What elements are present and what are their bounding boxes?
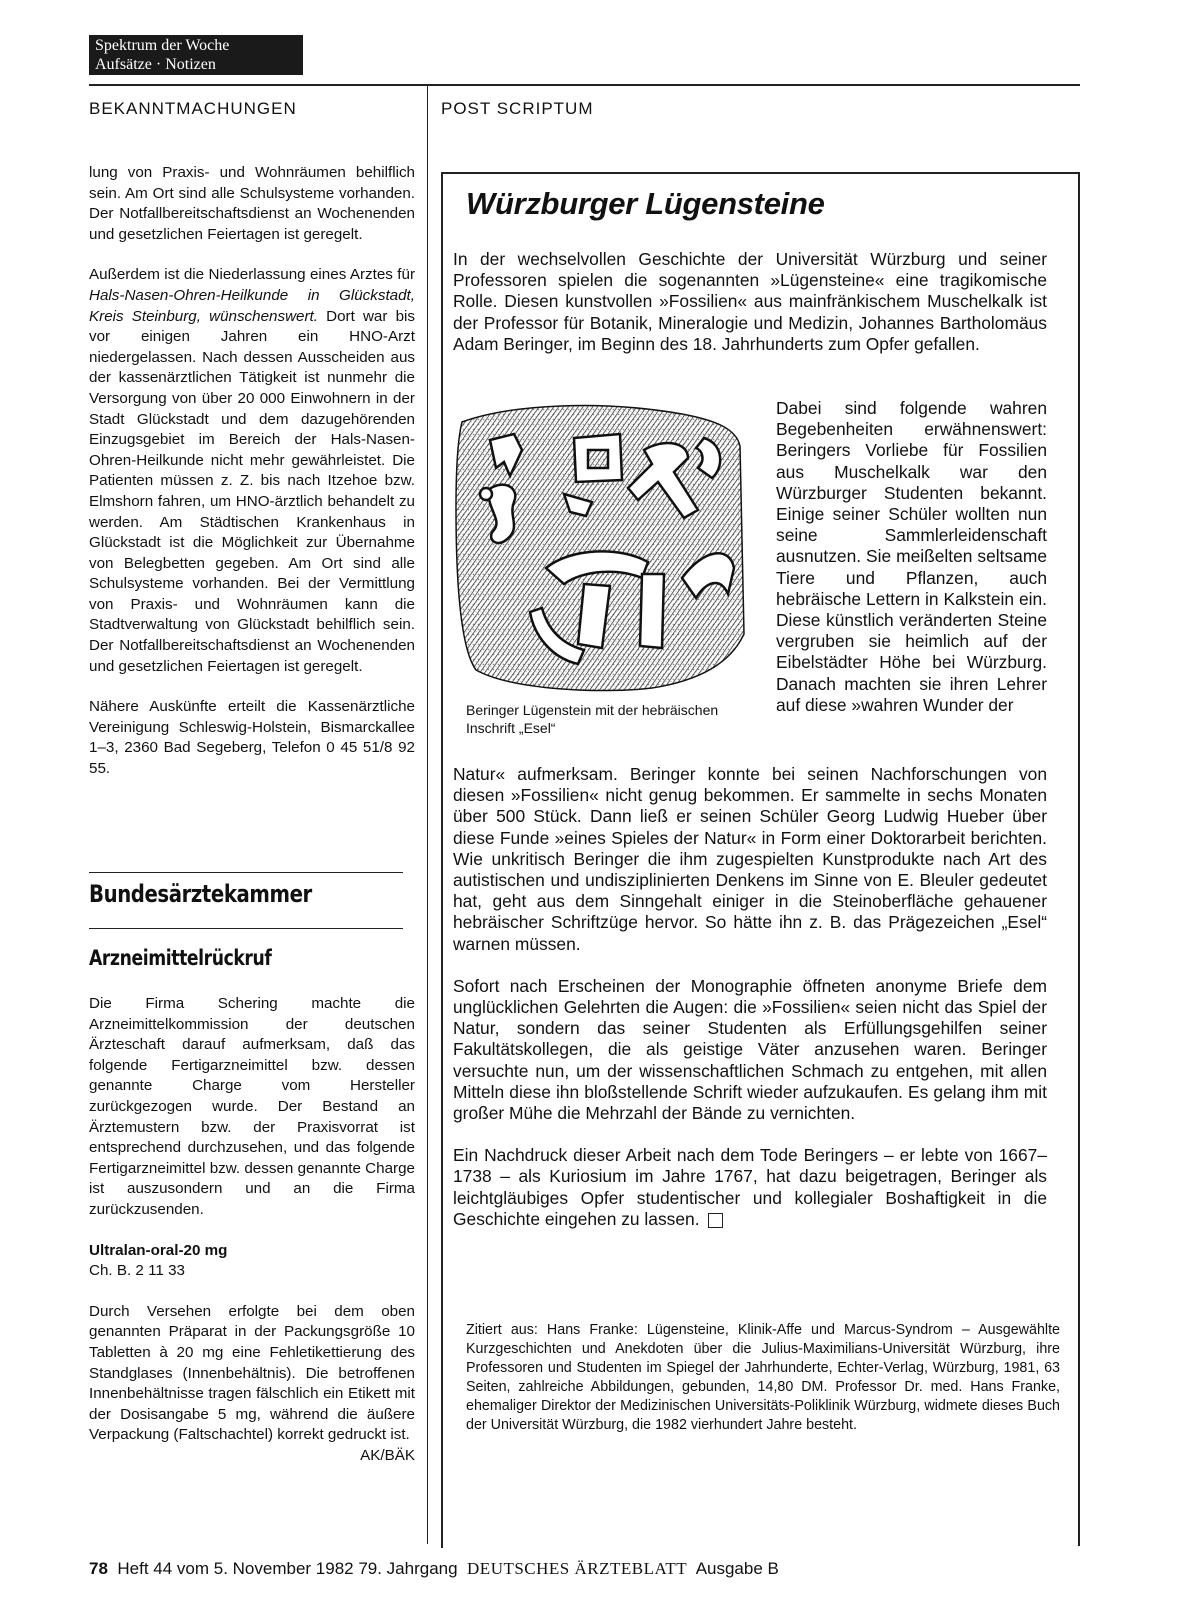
- paragraph: [89, 1302, 415, 1464]
- paragraph: lung von Praxis- und Wohnräumen behilflich sein. Am Ort sind alle Schulsysteme vorhanden. Der Notfallbereitschaftsdienst an Wochenenden und gesetzlichen Feiertagen ist geregelt.: [89, 164, 415, 243]
- paragraph: [453, 1145, 1047, 1230]
- drug-name: Ultralan-oral-20 mg: [89, 1241, 228, 1259]
- header-rule: [89, 84, 1080, 86]
- emphasis: Hals-Nasen-Ohren-Heilkunde in Glückstadt, Kreis Steinburg, wünschenswert.: [89, 286, 415, 325]
- image-caption: Beringer Lügenstein mit der hebräischen Inschrift „Esel“: [466, 702, 719, 736]
- left-column-lower: [89, 994, 415, 1466]
- article-frame-right: [1078, 172, 1080, 1546]
- paragraph-text: Durch Versehen erfolgte bei dem oben genannten Präparat in der Packungsgröße 10 Tabletten à 20 mg eine Fehletikettierung des Standglases (Innenbehältnis). Die betroffenen Innenbehältnisse tragen fälschlich ein Etikett mit der Dosisangabe 5 mg, während die äußere Verpackung (Faltschachtel) korrekt gedruckt ist.: [89, 1302, 415, 1444]
- left-section-label: BEKANNTMACHUNGEN: [89, 99, 297, 118]
- stone-image: [452, 398, 750, 696]
- article-title: Würzburger Lügensteine: [466, 186, 825, 221]
- article-citation: Zitiert aus: Hans Franke: Lügensteine, Klinik-Affe und Marcus-Syndrom – Ausgewählte Kurzgeschichten und Anekdoten über die Julius-Maximilians-Universität Würzburg, ihre Professoren und Studenten im Spiegel der Jahrhunderte, Echter-Verlag, Würzburg, 1981, 63 Seiten, zahlreiche Abbildungen, gebunden, 14,80 DM. Professor Dr. med. Hans Franke, ehemaliger Direktor der Medizinischen Universitäts-Poliklinik Würzburg, widmete dieses Buch der Universität Würzburg, die 1982 vierhundert Jahre besteht.: [466, 1322, 1060, 1433]
- column-separator: [427, 84, 428, 1544]
- heading-bundesaerztekammer: Bundesärztekammer: [89, 880, 312, 908]
- paragraph: Nähere Auskünfte erteilt die Kassenärztliche Vereinigung Schleswig-Holstein, Bismarckallee 1–3, 2360 Bad Segeberg, Telefon 0 45 51/8 92 55.: [89, 698, 415, 778]
- journal-name: DEUTSCHES ÄRZTEBLATT: [467, 1559, 688, 1578]
- issue-info: Heft 44 vom 5. November 1982 79. Jahrgang: [117, 1559, 458, 1578]
- paragraph-text: Dort war bis vor einigen Jahren ein HNO-Arzt niedergelassen. Nach dessen Ausscheiden aus der kassenärztlichen Tätigkeit ist nunmehr die Versorgung von über 20 000 Einwohnern in der Stadt Glückstadt und dem dazugehörenden Einzugsgebiet im Bereich der Hals-Nasen-Ohren-Heilkunde nicht mehr gewährleistet. Die Patienten müssen z. Z. bis nach Itzehoe bzw. Elmshorn fahren, um HNO-ärztlich behandelt zu werden. Am Städtischen Krankenhaus in Glückstadt ist die Möglichkeit zur Übernahme von Belegbetten gegeben. Am Ort sind alle Schulsysteme vorhanden. Bei der Vermittlung von Praxis- und Wohnräumen kann die Stadtverwaltung von Glückstadt behilflich sein. Der Notfallbereitschaftsdienst an Wochenenden und gesetzlichen Feiertagen ist geregelt.: [89, 307, 415, 675]
- divider: [89, 928, 403, 929]
- page-footer: [89, 1559, 779, 1579]
- end-of-article-mark: [708, 1213, 723, 1228]
- article-body: [453, 764, 1047, 1230]
- divider: [89, 872, 403, 873]
- edition: Ausgabe B: [695, 1559, 779, 1578]
- left-column-upper: [89, 163, 415, 800]
- paragraph: Sofort nach Erscheinen der Monographie öffneten anonyme Briefe dem unglücklichen Gelehrten die Augen: die »Fossilien« seien nicht das Spiel der Natur, sondern das seiner Studenten als Erfüllungsgehilfen seiner Fakultätskollegen, die als geistige Väter anzusehen waren. Beringer versuchte nun, um der wissenschaftlichen Schmach zu entgehen, mit allen Mitteln diese ihn bloßstellende Schrift wieder aufzukaufen. Es gelang ihm mit großer Mühe die Mehrzahl der Bände zu vernichten.: [453, 975, 1047, 1124]
- badge-line-2: Aufsätze · Notizen: [95, 56, 216, 73]
- paragraph: Die Firma Schering machte die Arzneimittelkommission der deutschen Ärzteschaft darauf aufmerksam, daß das folgende Fertigarzneimittel bzw. dessen genannte Charge vom Hersteller zurückgezogen wurde. Der Bestand an Ärztemustern bzw. der Praxisvorrat ist entsprechend durchzusehen, und das folgende Fertigarzneimittel bzw. dessen genannte Charge ist auszusondern und an die Firma zurückzusenden.: [89, 995, 415, 1218]
- right-section-label: POST SCRIPTUM: [441, 99, 594, 118]
- drug-charge: Ch. B. 2 11 33: [89, 1262, 185, 1280]
- section-badge: [89, 35, 303, 75]
- signature: AK/BÄK: [360, 1446, 415, 1464]
- heading-arzneimittelrueckruf: Arzneimittelrückruf: [89, 946, 272, 970]
- page-number: 78: [89, 1559, 108, 1578]
- article-text-beside-image: Dabei sind folgende wahren Begebenheiten erwähnenswert: Beringers Vorliebe für Fossilien aus Muschelkalk war den Würzburger Studenten bekannt. Einige seiner Schüler wollten nun seine Sammlerleidenschaft ausnutzen. Sie meißelten seltsame Tiere und Pflanzen, auch hebräische Lettern in Kalkstein ein. Diese künstlich veränderten Steine vergruben sie heimlich auf der Eibelstädter Höhe bei Würzburg. Danach machten sie ihren Lehrer auf diese »wahren Wunder der: [776, 398, 1047, 715]
- paragraph: [89, 265, 415, 677]
- badge-line-1: Spektrum der Woche: [95, 37, 230, 54]
- article-intro: In der wechselvollen Geschichte der Universität Würzburg und seiner Professoren spielen die sogenannten »Lügensteine« eine tragikomische Rolle. Diesen kunstvollen »Fossilien« aus mainfränkischem Muschelkalk ist der Professor für Botanik, Mineralogie und Medizin, Johannes Bartholomäus Adam Beringer, im Beginn des 18. Jahrhunderts zum Opfer gefallen.: [453, 249, 1047, 354]
- paragraph-text: Ein Nachdruck dieser Arbeit nach dem Tode Beringers – er lebte von 1667–1738 – als Kuriosium im Jahre 1767, hat dazu beigetragen, Beringer als leichtgläubiges Opfer studentischer und kollegialer Boshaftigkeit in die Geschichte eingehen zu lassen.: [453, 1145, 1047, 1229]
- paragraph: Natur« aufmerksam. Beringer konnte bei seinen Nachforschungen von diesen »Fossilien« nicht genug bekommen. Er sammelte in sechs Monaten über 500 Stück. Dann ließ er seinen Schüler Georg Ludwig Hueber über diese Funde »eines Spieles der Natur« in Form einer Doktorarbeit berichten. Wie unkritisch Beringer die ihm zugespielten Kunstprodukte nach Art des autistischen und undisziplinierten Denkens im Sinne von E. Bleuler gedeutet hat, geht aus dem Sinngehalt einiger in die Steinoberfläche gehauener hebräischer Schriftzüge hervor. So hätte ihn z. B. das Prägezeichen „Esel“ warnen müssen.: [453, 764, 1047, 954]
- paragraph-text: Außerdem ist die Niederlassung eines Arztes für: [89, 266, 415, 284]
